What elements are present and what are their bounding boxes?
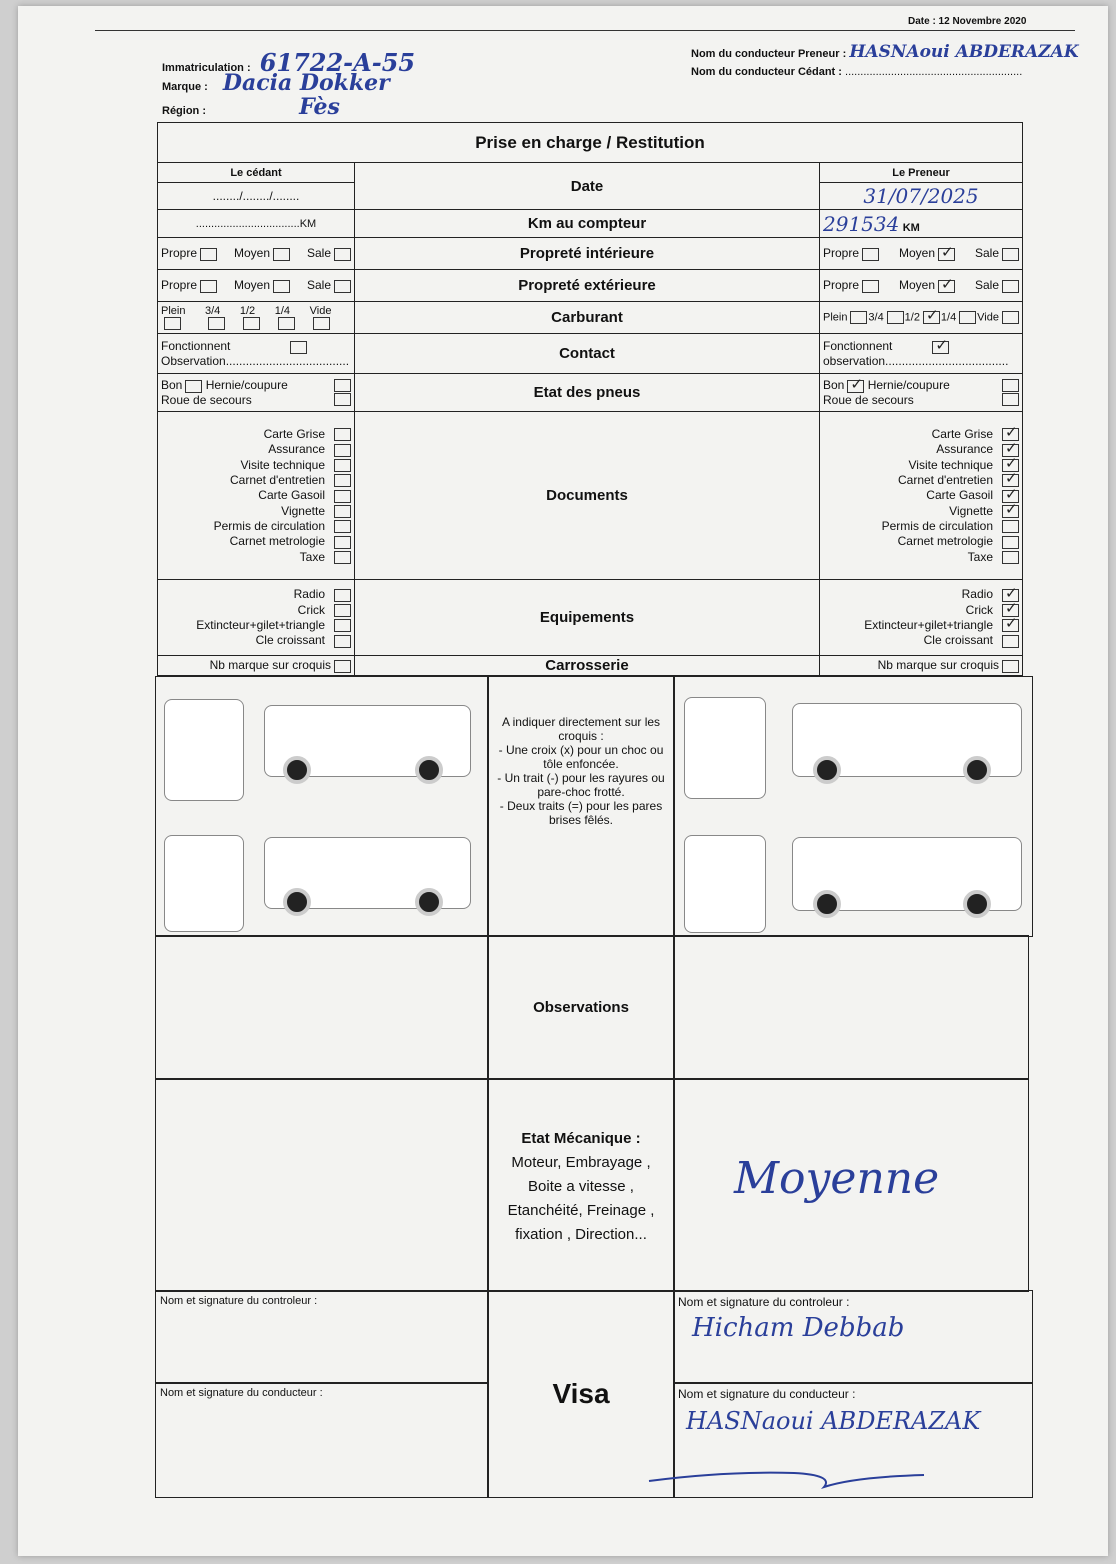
visa-label: Visa xyxy=(487,1290,675,1498)
equipements-label: Equipements xyxy=(355,580,820,656)
checkbox-checked[interactable] xyxy=(932,341,949,354)
van-side-icon xyxy=(264,705,471,777)
docs-cedant: Carte Grise Assurance Visite technique Carnet d'entretien Carte Gasoil Vignette Permis de circulation Carnet metrologie Taxe xyxy=(158,412,355,580)
prop-ext-preneur: Propre Moyen✓ Sale xyxy=(820,270,1023,302)
preneur-label: Nom du conducteur Preneur : xyxy=(691,48,847,60)
checkbox[interactable] xyxy=(334,505,351,518)
prop-ext-cedant: Propre Moyen Sale xyxy=(158,270,355,302)
checkbox[interactable] xyxy=(334,280,351,293)
contact-label: Contact xyxy=(355,334,820,374)
mecanique-value[interactable]: Moyenne xyxy=(734,1153,940,1204)
bottom-grid xyxy=(155,676,1033,1498)
tyres-preneur: Bon✓ Hernie/coupure Roue de secours xyxy=(820,374,1023,412)
region-label: Région : xyxy=(162,105,206,117)
van-front-icon xyxy=(684,697,766,799)
preneur-row xyxy=(691,42,1079,62)
checkbox[interactable] xyxy=(334,551,351,564)
mecanique-right[interactable] xyxy=(673,1078,1029,1292)
van-side-icon xyxy=(264,837,471,909)
checkbox[interactable] xyxy=(334,520,351,533)
cedant-label: Nom du conducteur Cédant : xyxy=(691,66,842,78)
checkbox[interactable] xyxy=(862,280,879,293)
carrosserie-preneur: Nb marque sur croquis xyxy=(820,656,1023,676)
km-unit: KM xyxy=(902,221,920,234)
checkbox[interactable] xyxy=(334,660,351,673)
checkbox[interactable] xyxy=(1002,635,1019,648)
checkbox-checked[interactable] xyxy=(1002,505,1019,518)
fuel-preneur: Plein 3/4 1/2✓ 1/4 Vide xyxy=(820,302,1023,334)
ctrl-right-label: Nom et signature du controleur : xyxy=(678,1295,850,1309)
cond-right[interactable] xyxy=(673,1382,1033,1498)
prop-ext-label: Propreté extérieure xyxy=(355,270,820,302)
cedant-row: Nom du conducteur Cédant : .......................................................... xyxy=(691,66,1023,78)
checkbox[interactable] xyxy=(334,428,351,441)
date-cedant[interactable]: ......../......../........ xyxy=(158,183,355,210)
km-cedant[interactable]: ..................................KM xyxy=(158,210,355,238)
checkbox[interactable] xyxy=(1002,311,1019,324)
immat-value[interactable]: 61722-A-55 xyxy=(259,48,416,77)
mecanique-label: Etat Mécanique : Moteur, Embrayage , Boite a vitesse , Etanchéité, Freinage , fixation , Direction... xyxy=(487,1078,675,1292)
fuel-label: Carburant xyxy=(355,302,820,334)
signature-stroke-icon xyxy=(644,1463,944,1493)
contact-preneur: Fonctionnent✓ observation..................................... xyxy=(820,334,1023,374)
checkbox[interactable] xyxy=(334,604,351,617)
documents-label: Documents xyxy=(355,412,820,580)
checkbox[interactable] xyxy=(164,317,181,330)
inspection-table xyxy=(157,122,1023,676)
cond-right-signature[interactable]: HASNaoui ABDERAZAK xyxy=(686,1407,981,1435)
checkbox[interactable] xyxy=(334,379,351,392)
checkbox[interactable] xyxy=(278,317,295,330)
ctrl-left[interactable]: Nom et signature du controleur : xyxy=(155,1290,489,1384)
checkbox[interactable] xyxy=(887,311,904,324)
preneur-head: Le Preneur xyxy=(820,163,1023,183)
marque-row xyxy=(162,70,390,96)
checkbox-checked[interactable] xyxy=(1002,619,1019,632)
checkbox[interactable] xyxy=(200,248,217,261)
van-rear-icon xyxy=(684,835,766,933)
cond-right-label: Nom et signature du conducteur : xyxy=(678,1387,856,1401)
checkbox[interactable] xyxy=(313,317,330,330)
checkbox[interactable] xyxy=(862,248,879,261)
checkbox[interactable] xyxy=(1002,520,1019,533)
header-date: Date : 12 Novembre 2020 xyxy=(908,16,1027,27)
prop-int-preneur: Propre Moyen✓ Sale xyxy=(820,238,1023,270)
van-rear-icon xyxy=(164,835,244,932)
preneur-value[interactable]: HASNAoui ABDERAZAK xyxy=(849,42,1079,62)
checkbox[interactable] xyxy=(208,317,225,330)
cond-left[interactable]: Nom et signature du conducteur : xyxy=(155,1382,489,1498)
date-preneur[interactable]: 31/07/2025 xyxy=(820,183,1023,210)
form-title: Prise en charge / Restitution xyxy=(158,123,1023,163)
km-label: Km au compteur xyxy=(355,210,820,238)
header-rule xyxy=(95,30,1075,31)
prop-int-cedant: Propre Moyen Sale xyxy=(158,238,355,270)
docs-preneur: Carte Grise✓ Assurance✓ Visite technique✓ Carnet d'entretien✓ Carte Gasoil✓ Vignette✓ Permis de circulation Carnet metrologie Taxe xyxy=(820,412,1023,580)
observations-right[interactable] xyxy=(673,935,1029,1080)
checkbox[interactable] xyxy=(334,635,351,648)
observations-label: Observations xyxy=(487,935,675,1080)
checkbox-checked[interactable] xyxy=(923,311,940,324)
checkbox-checked[interactable] xyxy=(938,248,955,261)
immat-label: Immatriculation : xyxy=(162,62,251,74)
region-row xyxy=(162,94,340,120)
mecanique-left[interactable] xyxy=(155,1078,489,1292)
checkbox-checked[interactable] xyxy=(847,380,864,393)
checkbox[interactable] xyxy=(850,311,867,324)
checkbox[interactable] xyxy=(243,317,260,330)
ctrl-right-signature[interactable]: Hicham Debbab xyxy=(692,1313,905,1343)
checkbox[interactable] xyxy=(334,490,351,503)
croquis-instructions: A indiquer directement sur les croquis : - Une croix (x) pour un choc ou tôle enfoncée. - Un trait (-) pour les rayures ou pare-choc frotté. - Deux traits (=) pour les pares brises fêlés. xyxy=(487,676,675,937)
marque-label: Marque : xyxy=(162,81,208,93)
prop-int-label: Propreté intérieure xyxy=(355,238,820,270)
checkbox[interactable] xyxy=(273,280,290,293)
observations-left[interactable] xyxy=(155,935,489,1080)
checkbox[interactable] xyxy=(185,380,202,393)
checkbox[interactable] xyxy=(959,311,976,324)
checkbox[interactable] xyxy=(334,474,351,487)
checkbox[interactable] xyxy=(334,248,351,261)
fuel-cedant: Plein 3/4 1/2 1/4 Vide xyxy=(158,302,355,334)
checkbox[interactable] xyxy=(334,444,351,457)
carrosserie-label: Carrosserie xyxy=(355,656,820,676)
checkbox-checked[interactable] xyxy=(938,280,955,293)
tyres-label: Etat des pneus xyxy=(355,374,820,412)
km-preneur-cell xyxy=(820,210,1023,238)
checkbox[interactable] xyxy=(1002,393,1019,406)
van-side-icon xyxy=(792,837,1022,911)
region-value[interactable]: Fès xyxy=(299,94,340,120)
date-label: Date xyxy=(355,163,820,210)
checkbox[interactable] xyxy=(290,341,307,354)
contact-cedant: Fonctionnent Observation..................................... xyxy=(158,334,355,374)
checkbox[interactable] xyxy=(334,393,351,406)
checkbox[interactable] xyxy=(200,280,217,293)
km-preneur[interactable]: 291534 xyxy=(823,211,900,236)
ctrl-right[interactable] xyxy=(673,1290,1033,1384)
checkbox[interactable] xyxy=(334,459,351,472)
croquis-right[interactable] xyxy=(673,676,1033,937)
equip-preneur: Radio✓ Crick✓ Extincteur+gilet+triangle✓ Cle croissant xyxy=(820,580,1023,656)
croquis-left[interactable] xyxy=(155,676,489,937)
checkbox[interactable] xyxy=(273,248,290,261)
checkbox[interactable] xyxy=(1002,660,1019,673)
checkbox[interactable] xyxy=(334,589,351,602)
van-front-icon xyxy=(164,699,244,801)
checkbox[interactable] xyxy=(1002,379,1019,392)
checkbox[interactable] xyxy=(1002,280,1019,293)
equip-cedant: Radio Crick Extincteur+gilet+triangle Cle croissant xyxy=(158,580,355,656)
checkbox[interactable] xyxy=(1002,551,1019,564)
carrosserie-cedant: Nb marque sur croquis xyxy=(158,656,355,676)
checkbox[interactable] xyxy=(1002,536,1019,549)
tyres-cedant: Bon Hernie/coupure Roue de secours xyxy=(158,374,355,412)
checkbox[interactable] xyxy=(1002,248,1019,261)
van-side-icon xyxy=(792,703,1022,777)
cedant-head: Le cédant xyxy=(158,163,355,183)
checkbox[interactable] xyxy=(334,619,351,632)
checkbox[interactable] xyxy=(334,536,351,549)
marque-value[interactable]: Dacia Dokker xyxy=(222,70,390,96)
